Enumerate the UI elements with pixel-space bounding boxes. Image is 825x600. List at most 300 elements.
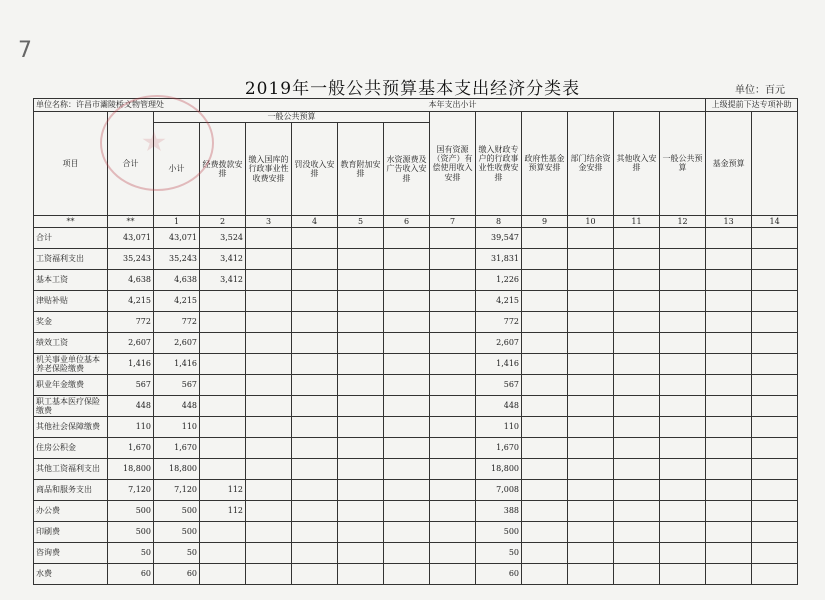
empty-cell <box>430 227 476 248</box>
row-label: 绩效工资 <box>34 332 108 353</box>
total-header: 合计 <box>108 112 154 216</box>
empty-cell <box>292 332 338 353</box>
funding-cell: 3,412 <box>200 248 246 269</box>
resource-income-cell: 4,215 <box>476 290 522 311</box>
total-cell: 1,670 <box>108 437 154 458</box>
empty-cell <box>522 248 568 269</box>
empty-cell <box>660 500 706 521</box>
resource-income-cell: 567 <box>476 374 522 395</box>
empty-cell <box>522 353 568 374</box>
empty-cell <box>292 395 338 416</box>
empty-cell <box>614 248 660 269</box>
empty-cell <box>246 248 292 269</box>
empty-cell <box>430 290 476 311</box>
column-header: 国有资源（资产）有偿使用收入安排 <box>430 112 476 216</box>
empty-cell <box>522 437 568 458</box>
total-cell: 35,243 <box>108 248 154 269</box>
empty-cell <box>522 458 568 479</box>
empty-cell <box>430 416 476 437</box>
index-cell: 4 <box>292 215 338 227</box>
empty-cell <box>338 353 384 374</box>
empty-cell <box>568 248 614 269</box>
empty-cell <box>660 227 706 248</box>
empty-cell <box>568 374 614 395</box>
subtotal-cell: 500 <box>154 521 200 542</box>
funding-cell: 112 <box>200 479 246 500</box>
resource-income-cell: 1,416 <box>476 353 522 374</box>
total-cell: 50 <box>108 542 154 563</box>
empty-cell <box>384 563 430 584</box>
empty-cell <box>614 563 660 584</box>
row-label: 住房公积金 <box>34 437 108 458</box>
empty-cell <box>246 542 292 563</box>
empty-cell <box>246 374 292 395</box>
page-mark: 7 <box>18 38 32 63</box>
empty-cell <box>246 332 292 353</box>
empty-cell <box>660 332 706 353</box>
index-cell: 7 <box>430 215 476 227</box>
empty-cell <box>384 500 430 521</box>
empty-cell <box>660 416 706 437</box>
empty-cell <box>338 437 384 458</box>
table-row <box>34 227 798 248</box>
empty-cell <box>568 395 614 416</box>
column-header: 罚没收入安排 <box>292 123 338 216</box>
subtotal-cell: 18,800 <box>154 458 200 479</box>
empty-cell <box>660 395 706 416</box>
index-cell: 2 <box>200 215 246 227</box>
empty-cell <box>292 416 338 437</box>
index-cell: 1 <box>154 215 200 227</box>
index-cell: 5 <box>338 215 384 227</box>
total-cell: 2,607 <box>108 332 154 353</box>
empty-cell <box>292 458 338 479</box>
row-label: 合计 <box>34 227 108 248</box>
empty-cell <box>246 311 292 332</box>
table-row <box>34 416 798 437</box>
empty-cell <box>338 542 384 563</box>
empty-cell <box>384 458 430 479</box>
index-cell: 13 <box>706 215 752 227</box>
resource-income-cell: 50 <box>476 542 522 563</box>
empty-cell <box>522 563 568 584</box>
empty-cell <box>660 248 706 269</box>
empty-cell <box>384 395 430 416</box>
empty-cell <box>384 332 430 353</box>
empty-cell <box>338 332 384 353</box>
empty-cell <box>338 395 384 416</box>
empty-cell <box>568 290 614 311</box>
empty-cell <box>292 353 338 374</box>
resource-income-cell: 18,800 <box>476 458 522 479</box>
empty-cell <box>706 437 752 458</box>
empty-cell <box>660 479 706 500</box>
table-row <box>34 353 798 374</box>
empty-cell <box>430 479 476 500</box>
unit-label: 单位：百元 <box>735 85 785 96</box>
empty-cell <box>752 332 798 353</box>
empty-cell <box>660 458 706 479</box>
empty-cell <box>522 500 568 521</box>
subtotal-cell: 1,670 <box>154 437 200 458</box>
funding-cell <box>200 395 246 416</box>
total-cell: 1,416 <box>108 353 154 374</box>
table-row <box>34 395 798 416</box>
empty-cell <box>752 542 798 563</box>
empty-cell <box>522 395 568 416</box>
empty-cell <box>338 563 384 584</box>
total-cell: 18,800 <box>108 458 154 479</box>
subtotal-cell: 500 <box>154 500 200 521</box>
empty-cell <box>614 458 660 479</box>
empty-cell <box>752 269 798 290</box>
table-row <box>34 374 798 395</box>
empty-cell <box>706 311 752 332</box>
empty-cell <box>752 374 798 395</box>
column-header: 一般公共预算 <box>660 112 706 216</box>
empty-cell <box>430 563 476 584</box>
empty-cell <box>752 248 798 269</box>
empty-cell <box>568 332 614 353</box>
empty-cell <box>752 227 798 248</box>
unit-name-cell: 单位名称：许昌市灞陵桥文物管理处 <box>34 99 200 112</box>
subtotal-cell: 4,215 <box>154 290 200 311</box>
row-label: 基本工资 <box>34 269 108 290</box>
subtotal-cell: 35,243 <box>154 248 200 269</box>
row-label: 工资福利支出 <box>34 248 108 269</box>
empty-cell <box>338 311 384 332</box>
empty-cell <box>706 521 752 542</box>
empty-cell <box>660 353 706 374</box>
empty-cell <box>338 416 384 437</box>
empty-cell <box>246 458 292 479</box>
empty-cell <box>246 437 292 458</box>
empty-cell <box>568 521 614 542</box>
empty-cell <box>660 374 706 395</box>
subtotal-cell: 50 <box>154 542 200 563</box>
subtotal-cell: 43,071 <box>154 227 200 248</box>
empty-cell <box>338 479 384 500</box>
resource-income-cell: 500 <box>476 521 522 542</box>
column-header: 水资源费及广告收入安排 <box>384 123 430 216</box>
empty-cell <box>568 227 614 248</box>
empty-cell <box>522 332 568 353</box>
table-row <box>34 290 798 311</box>
column-header: 缴入国库的行政事业性收费安排 <box>246 123 292 216</box>
empty-cell <box>706 458 752 479</box>
empty-cell <box>752 437 798 458</box>
funding-cell <box>200 311 246 332</box>
resource-income-cell: 1,226 <box>476 269 522 290</box>
empty-cell <box>292 248 338 269</box>
column-header: 其他收入安排 <box>614 112 660 216</box>
total-cell: 7,120 <box>108 479 154 500</box>
empty-cell <box>430 521 476 542</box>
table-row <box>34 437 798 458</box>
empty-cell <box>292 311 338 332</box>
empty-cell <box>614 374 660 395</box>
empty-cell <box>384 542 430 563</box>
empty-cell <box>384 227 430 248</box>
empty-cell <box>522 269 568 290</box>
funding-cell <box>200 437 246 458</box>
empty-cell <box>614 416 660 437</box>
empty-cell <box>706 332 752 353</box>
total-cell: 500 <box>108 500 154 521</box>
empty-cell <box>706 290 752 311</box>
empty-cell <box>614 521 660 542</box>
empty-cell <box>660 563 706 584</box>
empty-cell <box>384 479 430 500</box>
empty-cell <box>246 563 292 584</box>
column-header: 缴入财政专户的行政事业性收费安排 <box>476 112 522 216</box>
empty-cell <box>246 521 292 542</box>
empty-cell <box>706 500 752 521</box>
subtotal-cell: 110 <box>154 416 200 437</box>
empty-cell <box>568 500 614 521</box>
column-header <box>752 112 798 216</box>
subtotal-cell: 448 <box>154 395 200 416</box>
total-cell: 567 <box>108 374 154 395</box>
row-label: 商品和服务支出 <box>34 479 108 500</box>
page-title: 2019年一般公共预算基本支出经济分类表 <box>244 79 581 99</box>
empty-cell <box>706 353 752 374</box>
empty-cell <box>568 437 614 458</box>
empty-cell <box>246 395 292 416</box>
empty-cell <box>614 437 660 458</box>
index-cell: 14 <box>752 215 798 227</box>
table-row <box>34 521 798 542</box>
upper-special-header: 上级提前下达专项补助 <box>706 99 798 112</box>
empty-cell <box>338 269 384 290</box>
empty-cell <box>614 542 660 563</box>
row-label: 职工基本医疗保险缴费 <box>34 395 108 416</box>
row-label: 其他工资福利支出 <box>34 458 108 479</box>
table-row <box>34 269 798 290</box>
empty-cell <box>522 311 568 332</box>
empty-cell <box>706 227 752 248</box>
table-row <box>34 458 798 479</box>
empty-cell <box>752 395 798 416</box>
empty-cell <box>430 500 476 521</box>
empty-cell <box>292 479 338 500</box>
empty-cell <box>430 269 476 290</box>
funding-cell <box>200 458 246 479</box>
total-cell: 43,071 <box>108 227 154 248</box>
empty-cell <box>384 269 430 290</box>
row-label: 津贴补贴 <box>34 290 108 311</box>
empty-cell <box>384 416 430 437</box>
funding-cell: 112 <box>200 500 246 521</box>
resource-income-cell: 39,547 <box>476 227 522 248</box>
empty-cell <box>338 248 384 269</box>
empty-cell <box>660 542 706 563</box>
empty-cell <box>338 521 384 542</box>
empty-cell <box>568 458 614 479</box>
empty-cell <box>660 269 706 290</box>
empty-cell <box>752 416 798 437</box>
empty-cell <box>660 311 706 332</box>
empty-cell <box>752 290 798 311</box>
empty-cell <box>522 290 568 311</box>
total-cell: 110 <box>108 416 154 437</box>
empty-cell <box>706 269 752 290</box>
empty-cell <box>384 521 430 542</box>
subtotal-cell: 7,120 <box>154 479 200 500</box>
table-row <box>34 542 798 563</box>
resource-income-cell: 772 <box>476 311 522 332</box>
empty-cell <box>706 479 752 500</box>
funding-cell <box>200 290 246 311</box>
resource-income-cell: 7,008 <box>476 479 522 500</box>
row-label: 办公费 <box>34 500 108 521</box>
empty-cell <box>706 416 752 437</box>
index-cell: 12 <box>660 215 706 227</box>
empty-cell <box>292 500 338 521</box>
column-header: 经费拨款安排 <box>200 123 246 216</box>
index-cell: ** <box>108 215 154 227</box>
funding-cell <box>200 374 246 395</box>
resource-income-cell: 1,670 <box>476 437 522 458</box>
funding-cell: 3,412 <box>200 269 246 290</box>
empty-cell <box>292 290 338 311</box>
empty-cell <box>292 227 338 248</box>
empty-cell <box>292 542 338 563</box>
empty-cell <box>430 458 476 479</box>
empty-cell <box>614 332 660 353</box>
empty-cell <box>614 311 660 332</box>
empty-cell <box>384 311 430 332</box>
resource-income-cell: 448 <box>476 395 522 416</box>
total-cell: 772 <box>108 311 154 332</box>
empty-cell <box>430 332 476 353</box>
index-cell: 11 <box>614 215 660 227</box>
empty-cell <box>752 563 798 584</box>
empty-cell <box>752 500 798 521</box>
empty-cell <box>384 248 430 269</box>
empty-cell <box>522 542 568 563</box>
funding-cell <box>200 353 246 374</box>
empty-cell <box>706 395 752 416</box>
empty-cell <box>614 269 660 290</box>
empty-cell <box>752 458 798 479</box>
empty-cell <box>752 479 798 500</box>
empty-cell <box>660 290 706 311</box>
empty-cell <box>522 521 568 542</box>
subtotal-cell: 60 <box>154 563 200 584</box>
empty-cell <box>568 563 614 584</box>
empty-cell <box>568 269 614 290</box>
empty-cell <box>614 500 660 521</box>
empty-cell <box>706 374 752 395</box>
empty-cell <box>522 479 568 500</box>
index-cell: 3 <box>246 215 292 227</box>
empty-cell <box>522 374 568 395</box>
funding-cell <box>200 542 246 563</box>
empty-cell <box>430 248 476 269</box>
empty-cell <box>568 479 614 500</box>
empty-cell <box>292 269 338 290</box>
column-header: 教育附加安排 <box>338 123 384 216</box>
empty-cell <box>246 500 292 521</box>
total-cell: 4,215 <box>108 290 154 311</box>
total-cell: 448 <box>108 395 154 416</box>
empty-cell <box>660 437 706 458</box>
table-row <box>34 332 798 353</box>
empty-cell <box>706 542 752 563</box>
empty-cell <box>338 500 384 521</box>
empty-cell <box>246 269 292 290</box>
row-label: 职业年金缴费 <box>34 374 108 395</box>
empty-cell <box>384 437 430 458</box>
total-cell: 500 <box>108 521 154 542</box>
empty-cell <box>614 227 660 248</box>
empty-cell <box>338 290 384 311</box>
empty-cell <box>568 311 614 332</box>
subtotal-cell: 772 <box>154 311 200 332</box>
resource-income-cell: 2,607 <box>476 332 522 353</box>
empty-cell <box>752 521 798 542</box>
index-cell: 6 <box>384 215 430 227</box>
funding-cell: 3,524 <box>200 227 246 248</box>
empty-cell <box>384 353 430 374</box>
table-body <box>34 227 798 584</box>
column-header: 部门结余资金安排 <box>568 112 614 216</box>
header-group-row <box>34 112 798 123</box>
empty-cell <box>384 374 430 395</box>
index-cell: 9 <box>522 215 568 227</box>
empty-cell <box>430 353 476 374</box>
empty-cell <box>568 353 614 374</box>
row-label: 机关事业单位基本养老保险缴费 <box>34 353 108 374</box>
index-cell: 10 <box>568 215 614 227</box>
empty-cell <box>430 437 476 458</box>
empty-cell <box>614 395 660 416</box>
empty-cell <box>568 542 614 563</box>
total-cell: 60 <box>108 563 154 584</box>
row-label: 水费 <box>34 563 108 584</box>
column-header: 政府性基金预算安排 <box>522 112 568 216</box>
empty-cell <box>430 374 476 395</box>
empty-cell <box>246 479 292 500</box>
resource-income-cell: 388 <box>476 500 522 521</box>
resource-income-cell: 60 <box>476 563 522 584</box>
empty-cell <box>706 563 752 584</box>
empty-cell <box>246 353 292 374</box>
index-cell: ** <box>34 215 108 227</box>
table-row <box>34 500 798 521</box>
empty-cell <box>752 353 798 374</box>
empty-cell <box>338 227 384 248</box>
empty-cell <box>292 374 338 395</box>
empty-cell <box>430 311 476 332</box>
table-row <box>34 479 798 500</box>
empty-cell <box>522 416 568 437</box>
empty-cell <box>246 416 292 437</box>
general-budget-header: 一般公共预算 <box>154 112 430 123</box>
funding-cell <box>200 332 246 353</box>
empty-cell <box>384 290 430 311</box>
empty-cell <box>430 542 476 563</box>
project-header: 项目 <box>34 112 108 216</box>
row-label: 其他社会保障缴费 <box>34 416 108 437</box>
empty-cell <box>338 458 384 479</box>
index-row <box>34 215 798 227</box>
empty-cell <box>706 248 752 269</box>
subtotal-cell: 567 <box>154 374 200 395</box>
annual-total-header: 本年支出小计 <box>200 99 706 112</box>
empty-cell <box>292 563 338 584</box>
